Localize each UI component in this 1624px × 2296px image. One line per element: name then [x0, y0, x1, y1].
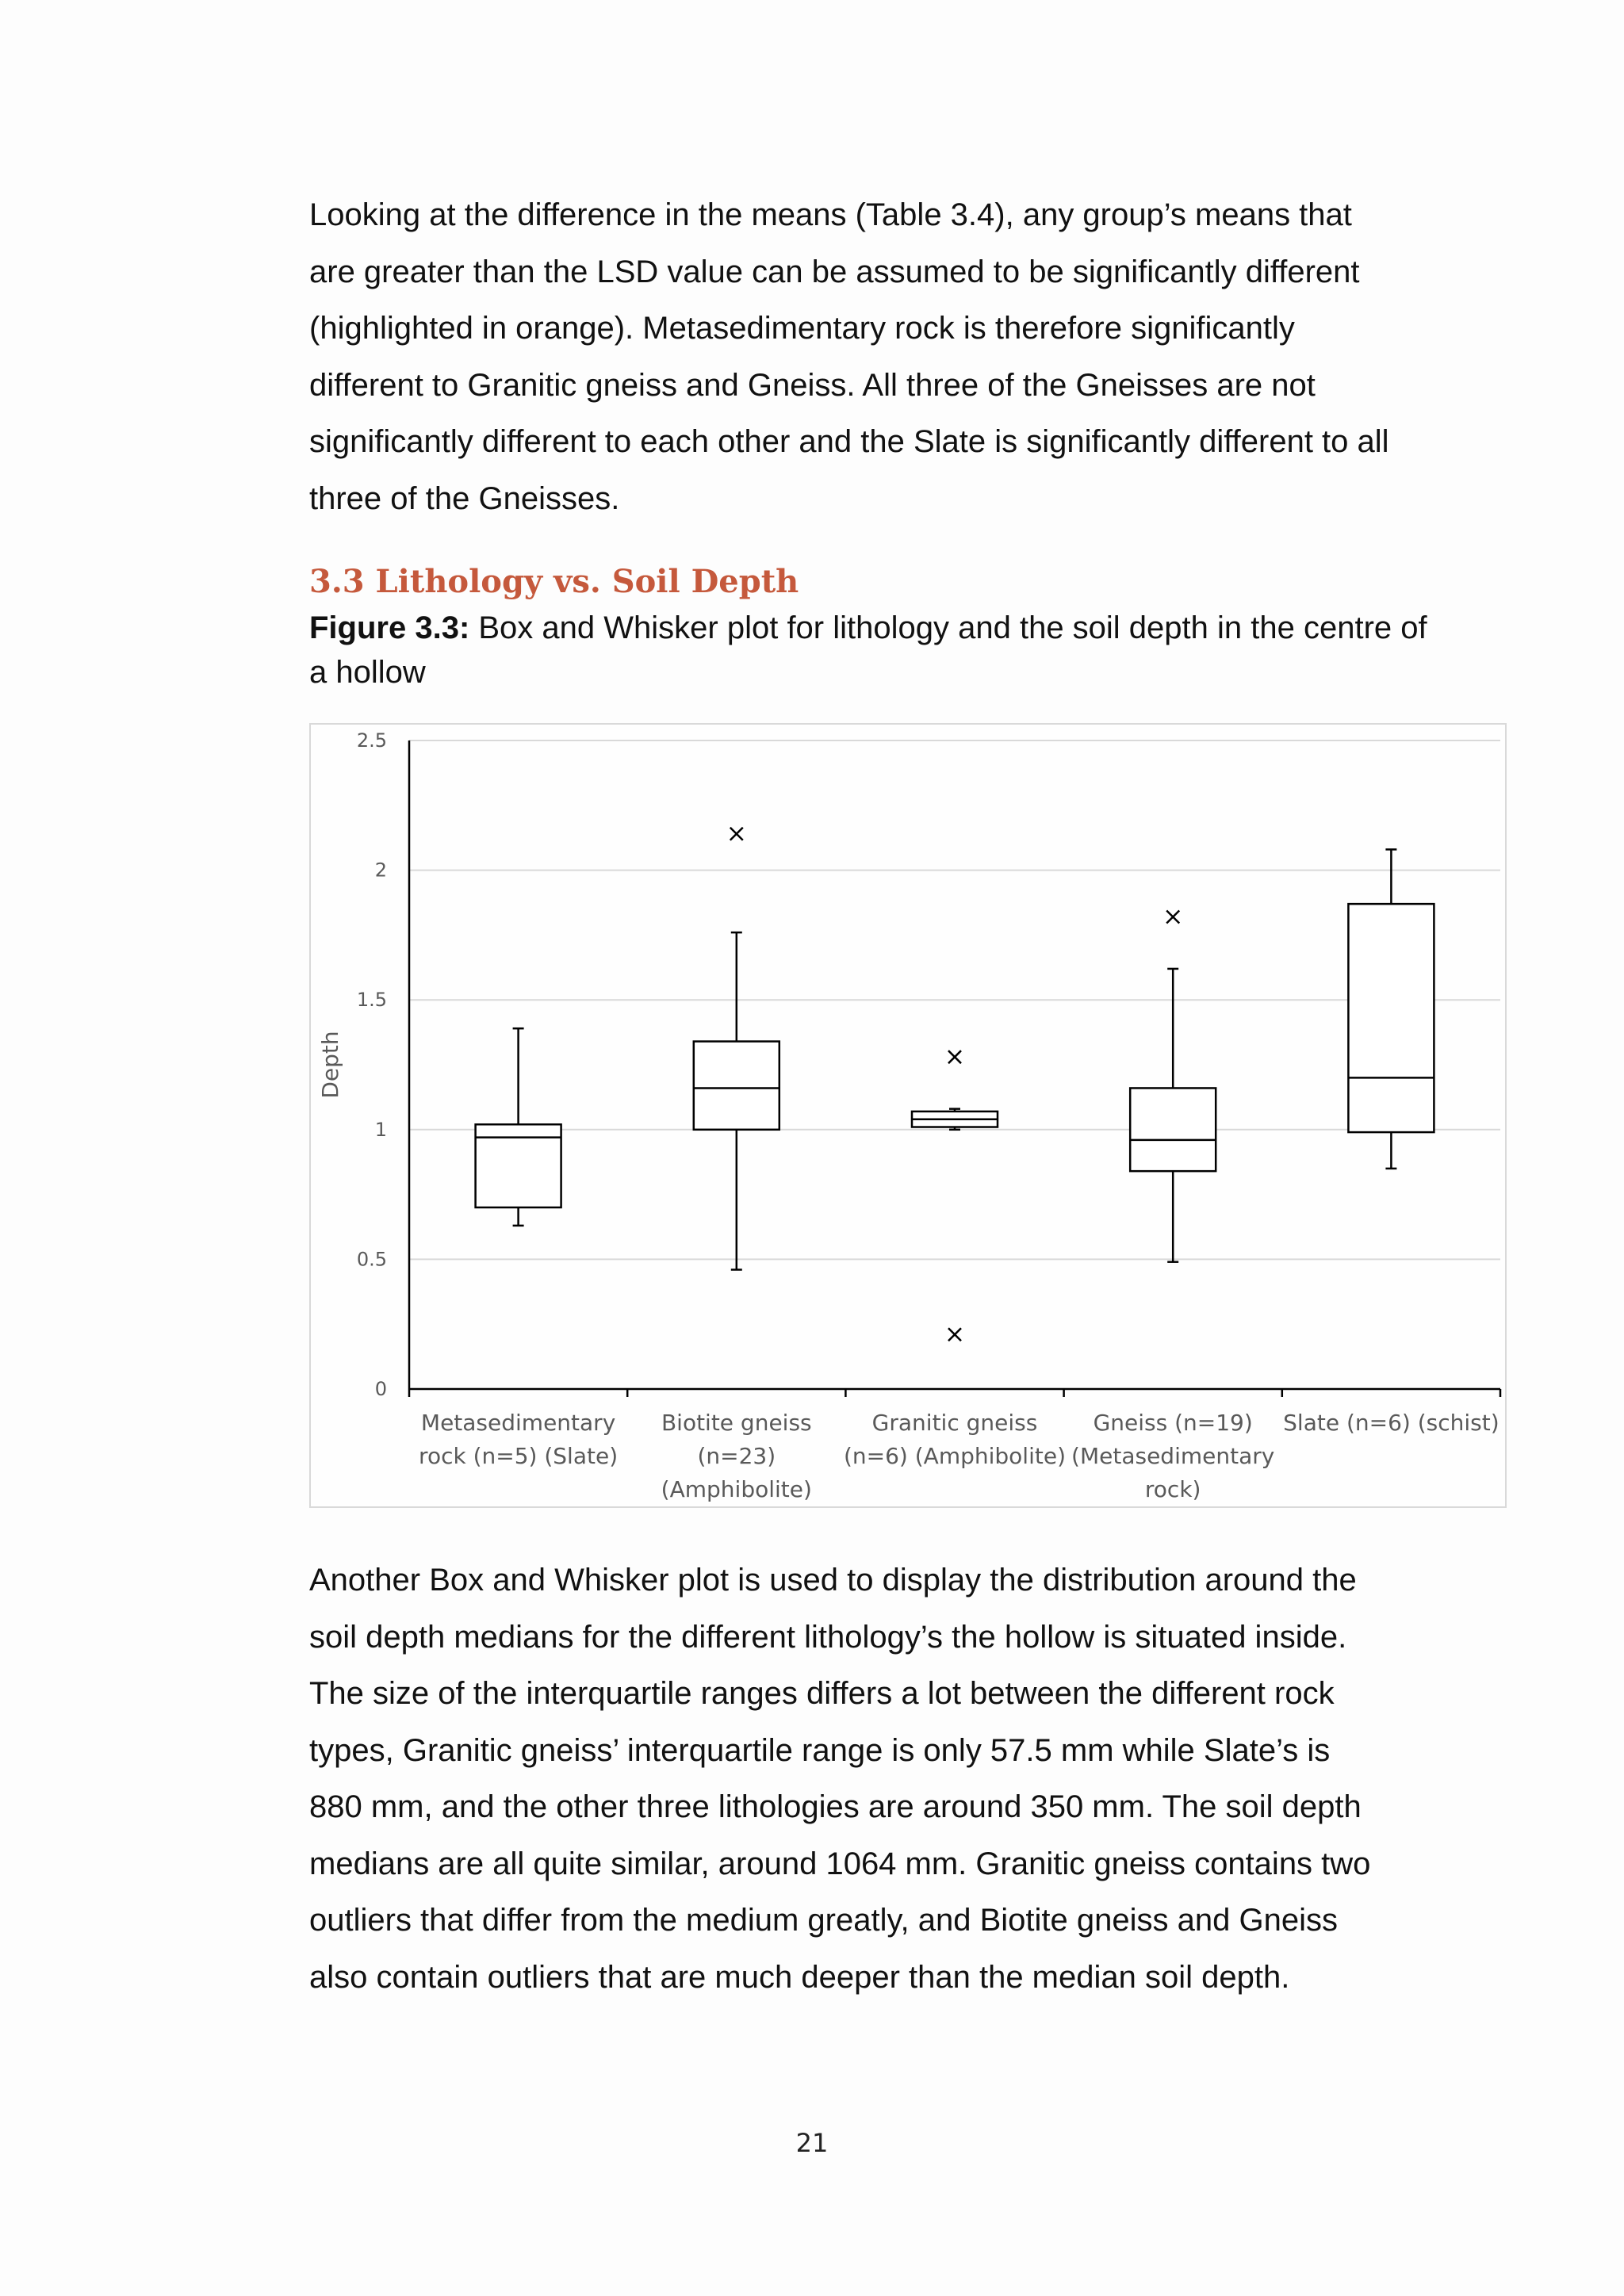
x-category-label: Metasedimentary — [420, 1410, 616, 1436]
box-iqr — [1130, 1088, 1216, 1171]
y-tick-label: 1 — [374, 1118, 387, 1141]
paragraph-2-line: also contain outliers that are much deeper than the median soil depth. — [309, 1959, 1290, 1995]
paragraph-1-line: three of the Gneisses. — [309, 480, 620, 516]
paragraph-2-line: outliers that differ from the medium greatly, and Biotite gneiss and Gneiss — [309, 1903, 1338, 1938]
y-tick-label: 2 — [374, 859, 387, 882]
box-whisker-chart — [309, 723, 1507, 1508]
chart-svg — [311, 725, 1505, 1506]
y-tick-label: 0 — [374, 1378, 387, 1400]
page-number: 21 — [795, 2128, 829, 2158]
paragraph-2-line: medians are all quite similar, around 1064 mm. Granitic gneiss contains two — [309, 1846, 1371, 1881]
x-category-label: Slate (n=6) (schist) — [1283, 1410, 1500, 1436]
y-tick-label: 1.5 — [356, 989, 387, 1012]
x-category-label: (Amphibolite) — [661, 1476, 812, 1502]
x-category-label: (n=23) — [697, 1443, 776, 1469]
paragraph-1-line: (highlighted in orange). Metasedimentary rock is therefore significantly — [309, 311, 1295, 346]
x-category-label: Gneiss (n=19) — [1093, 1410, 1253, 1436]
box-iqr — [694, 1042, 779, 1130]
x-category-label: (Metasedimentary — [1071, 1443, 1275, 1469]
paragraph-2-line: 880 mm, and the other three lithologies are around 350 mm. The soil depth — [309, 1789, 1362, 1824]
paragraph-1-line: different to Granitic gneiss and Gneiss. All three of the Gneisses are not — [309, 367, 1316, 403]
outlier-marker — [948, 1050, 961, 1063]
paragraph-2-line: The size of the interquartile ranges differs a lot between the different rock — [309, 1676, 1335, 1711]
x-category-label: rock (n=5) (Slate) — [419, 1443, 619, 1469]
paragraph-1-line: are greater than the LSD value can be assumed to be significantly different — [309, 254, 1360, 289]
figure-label: Figure 3.3: — [309, 610, 470, 645]
paragraph-1-line: significantly different to each other and the Slate is significantly different to all — [309, 424, 1389, 459]
paragraph-2-line: soil depth medians for the different lithology’s the hollow is situated inside. — [309, 1619, 1347, 1655]
outlier-marker — [948, 1328, 961, 1341]
body-paragraph-1 — [309, 187, 1443, 527]
outlier-marker — [730, 828, 743, 840]
y-tick-label: 2.5 — [356, 729, 387, 752]
figure-caption — [309, 606, 1451, 695]
paragraph-2-line: types, Granitic gneiss’ interquartile range is only 57.5 mm while Slate’s is — [309, 1732, 1331, 1768]
x-category-label: Granitic gneiss — [871, 1410, 1038, 1436]
x-category-label: rock) — [1144, 1476, 1201, 1502]
y-tick-label: 0.5 — [356, 1248, 387, 1271]
figure-caption-text: Box and Whisker plot for lithology and the soil depth in the centre of a hollow — [309, 610, 1427, 690]
y-axis-title: Depth — [317, 1031, 343, 1099]
x-category-label: (n=6) (Amphibolite) — [843, 1443, 1067, 1469]
section-heading: 3.3 Lithology vs. Soil Depth — [309, 563, 799, 600]
paragraph-2-line: Another Box and Whisker plot is used to display the distribution around the — [309, 1563, 1357, 1598]
x-category-label: Biotite gneiss — [661, 1410, 812, 1436]
body-paragraph-2 — [309, 1552, 1443, 2006]
paragraph-1-line: Looking at the difference in the means (Table 3.4), any group’s means that — [309, 197, 1352, 232]
outlier-marker — [1166, 910, 1179, 923]
box-iqr — [1348, 904, 1434, 1132]
